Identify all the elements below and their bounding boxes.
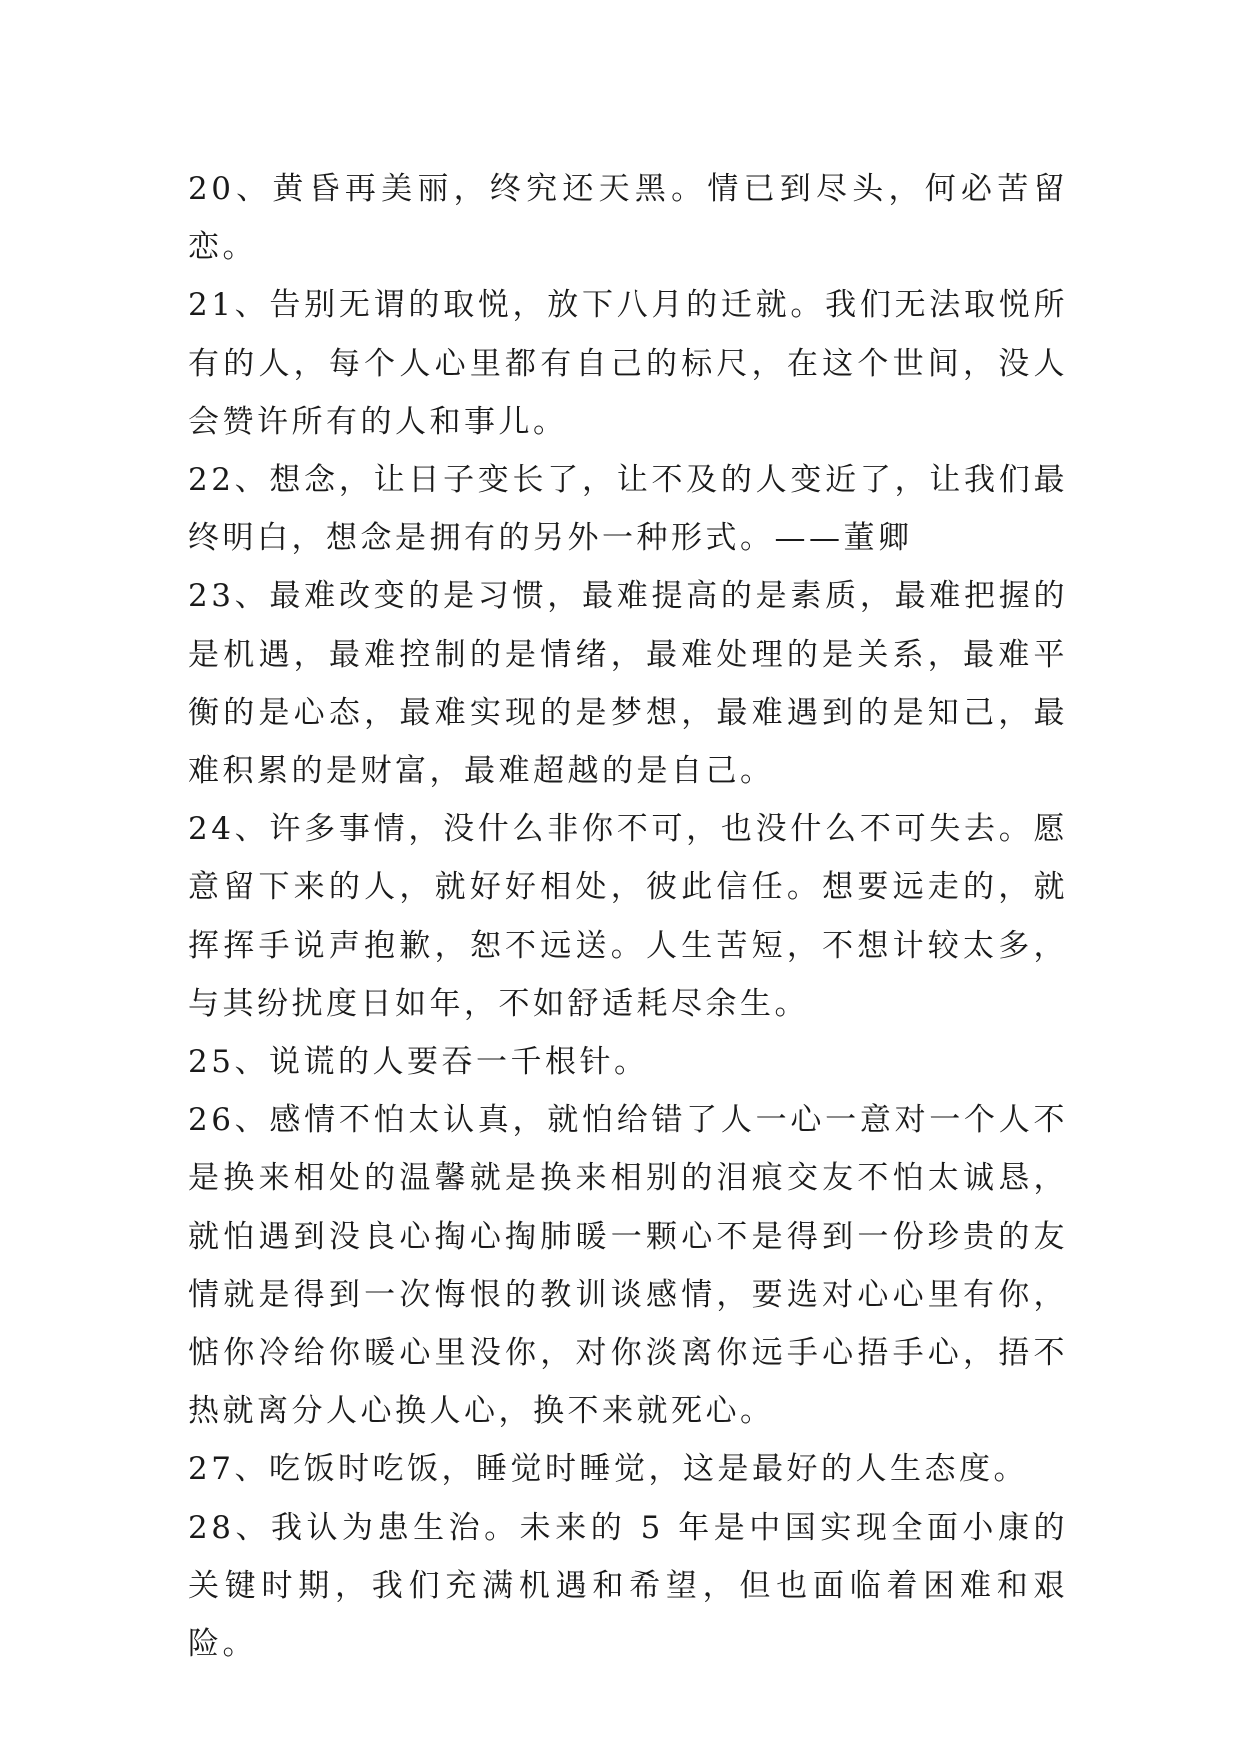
document-body (188, 160, 1068, 1673)
paragraph-21: 21、告别无谓的取悦，放下八月的迁就。我们无法取悦所有的人，每个人心里都有自己的标尺，在这个世间，没人会赞许所有的人和事儿。 (188, 287, 1068, 440)
paragraph-22: 22、想念，让日子变长了，让不及的人变近了，让我们最终明白，想念是拥有的另外一种形式。——董卿 (188, 462, 1068, 557)
paragraph-20: 20、黄昏再美丽，终究还天黑。情已到尽头，何必苦留恋。 (188, 171, 1068, 266)
paragraph-23: 23、最难改变的是习惯，最难提高的是素质，最难把握的是机遇，最难控制的是情绪，最难处理的是关系，最难平衡的是心态，最难实现的是梦想，最难遇到的是知己，最难积累的是财富，最难超越的是自己。 (188, 578, 1068, 790)
paragraph-28: 28、我认为患生治。未来的 5 年是中国实现全面小康的关键时期，我们充满机遇和希望，但也面临着困难和艰险。 (188, 1509, 1068, 1663)
paragraph-25: 25、说谎的人要吞一千根针。 (188, 1044, 649, 1081)
paragraph-26: 26、感情不怕太认真，就怕给错了人一心一意对一个人不是换来相处的温馨就是换来相别的泪痕交友不怕太诚恳，就怕遇到没良心掏心掏肺暖一颗心不是得到一份珍贵的友情就是得到一次悔恨的教训谈感情，要选对心心里有你，惦你冷给你暖心里没你，对你淡离你远手心捂手心，捂不热就离分人心换人心，换不来就死心。 (188, 1102, 1068, 1430)
paragraph-24: 24、许多事情，没什么非你不可，也没什么不可失去。愿意留下来的人，就好好相处，彼此信任。想要远走的，就挥挥手说声抱歉，恕不远送。人生苦短，不想计较太多，与其纷扰度日如年，不如舒适耗尽余生。 (188, 811, 1068, 1022)
paragraph-27: 27、吃饭时吃饭，睡觉时睡觉，这是最好的人生态度。 (188, 1451, 1028, 1488)
